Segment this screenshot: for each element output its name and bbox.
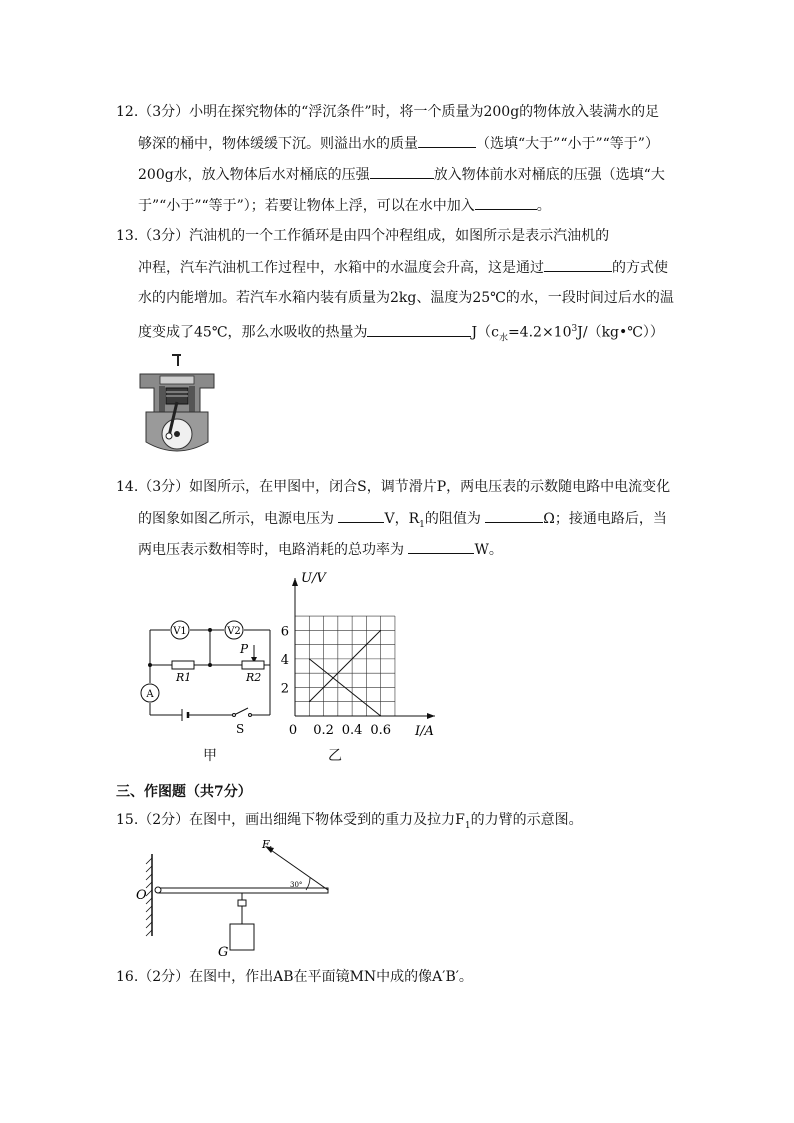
q14-line3: 两电压表示数相等时，电路消耗的总功率为 W。 — [138, 539, 503, 560]
circuit-diagram — [130, 615, 280, 735]
q13-line1: 13.（3分）汽油机的一个工作循环是由四个冲程组成，如图所示是表示汽油机的 — [116, 228, 610, 244]
voltmeter-v2-label: V2 — [227, 626, 241, 637]
q14-blank-3[interactable] — [408, 539, 474, 554]
switch-s-label: S — [236, 722, 245, 736]
y-tick-label: 2 — [280, 681, 289, 697]
force-f1-subscript: 1 — [269, 846, 273, 853]
voltage-current-graph — [280, 570, 445, 740]
q13-line4: 度变成了45℃，那么水吸收的热量为 $J(c_水=4.2\times 10^3J/(kg•℃))$ — [138, 319, 664, 348]
q16-line1: 16.（2分）在图中，作出AB在平面镜MN中成的像A′B′。 — [116, 969, 473, 985]
angle-label: 30° — [290, 881, 303, 889]
lever-diagram — [134, 836, 340, 960]
y-tick-label: 4 — [280, 652, 289, 668]
force-f1-label: F — [262, 838, 270, 851]
ammeter-label: A — [146, 689, 154, 700]
x-tick-label: 0.2 — [313, 723, 334, 738]
q14-line2: 的图象如图乙所示，电源电压为 V，$R_1$的阻值为 Ω；接通电路后，当 — [138, 508, 667, 535]
pivot-o-label: O — [136, 888, 147, 903]
section-heading: 三、作图题（共7分） — [116, 784, 252, 800]
resistor-r2-label: R2 — [246, 671, 262, 684]
y-axis-label: U/V — [301, 571, 326, 586]
engine-diagram — [136, 352, 218, 456]
series-line — [309, 630, 380, 701]
weight-g-label: G — [218, 945, 229, 960]
q13-blank-2[interactable] — [367, 322, 471, 337]
circuit-caption: 甲 — [203, 748, 217, 764]
q13-blank-1[interactable] — [544, 257, 612, 272]
q12-line4: 于”“小于”“等于”）；若要让物体上浮，可以在水中加入 。 — [138, 195, 551, 216]
q12-line2: 够深的桶中，物体缓缓下沉。则溢出水的质量 （选填“大于”“小于”“等于”） — [138, 133, 659, 154]
graph-caption: 乙 — [328, 748, 342, 764]
q12-line1: 12.（3分）小明在探究物体的“浮沉条件”时，将一个质量为200g的物体放入装满水的足 — [116, 104, 660, 120]
y-tick-label: 6 — [280, 624, 289, 640]
resistor-r1-label: R1 — [176, 671, 192, 684]
slider-p-label: P — [240, 642, 249, 656]
x-axis-label: I/A — [415, 724, 434, 739]
q14-line1: 14.（3分）如图所示，在甲图中，闭合S，调节滑片P，两电压表的示数随电路中电流变化 — [116, 479, 671, 495]
q12-blank-2[interactable] — [370, 164, 434, 179]
x-tick-label: 0.6 — [370, 723, 392, 738]
q12-blank-1[interactable] — [418, 133, 476, 148]
q12-blank-3[interactable] — [475, 195, 537, 210]
q14-blank-2[interactable] — [485, 508, 543, 523]
voltmeter-v1-label: V1 — [173, 626, 187, 637]
q13-line2: 冲程，汽车汽油机工作过程中，水箱中的水温度会升高，这是通过 的方式使 — [138, 257, 668, 278]
q12-line3: 200g水，放入物体后水对桶底的压强 放入物体前水对桶底的压强（选填“大 — [138, 164, 665, 185]
q14-blank-1[interactable] — [338, 508, 384, 523]
x-tick-label: 0.4 — [341, 723, 363, 738]
q13-line3: 水的内能增加。若汽车水箱内装有质量为2kg、温度为25℃的水，一段时间过后水的温 — [138, 290, 674, 306]
q15-line1: 15.（2分）在图中，画出细绳下物体受到的重力及拉力$F_1$的力臂的示意图。 — [116, 812, 583, 831]
x-tick-label: 0 — [288, 723, 298, 738]
